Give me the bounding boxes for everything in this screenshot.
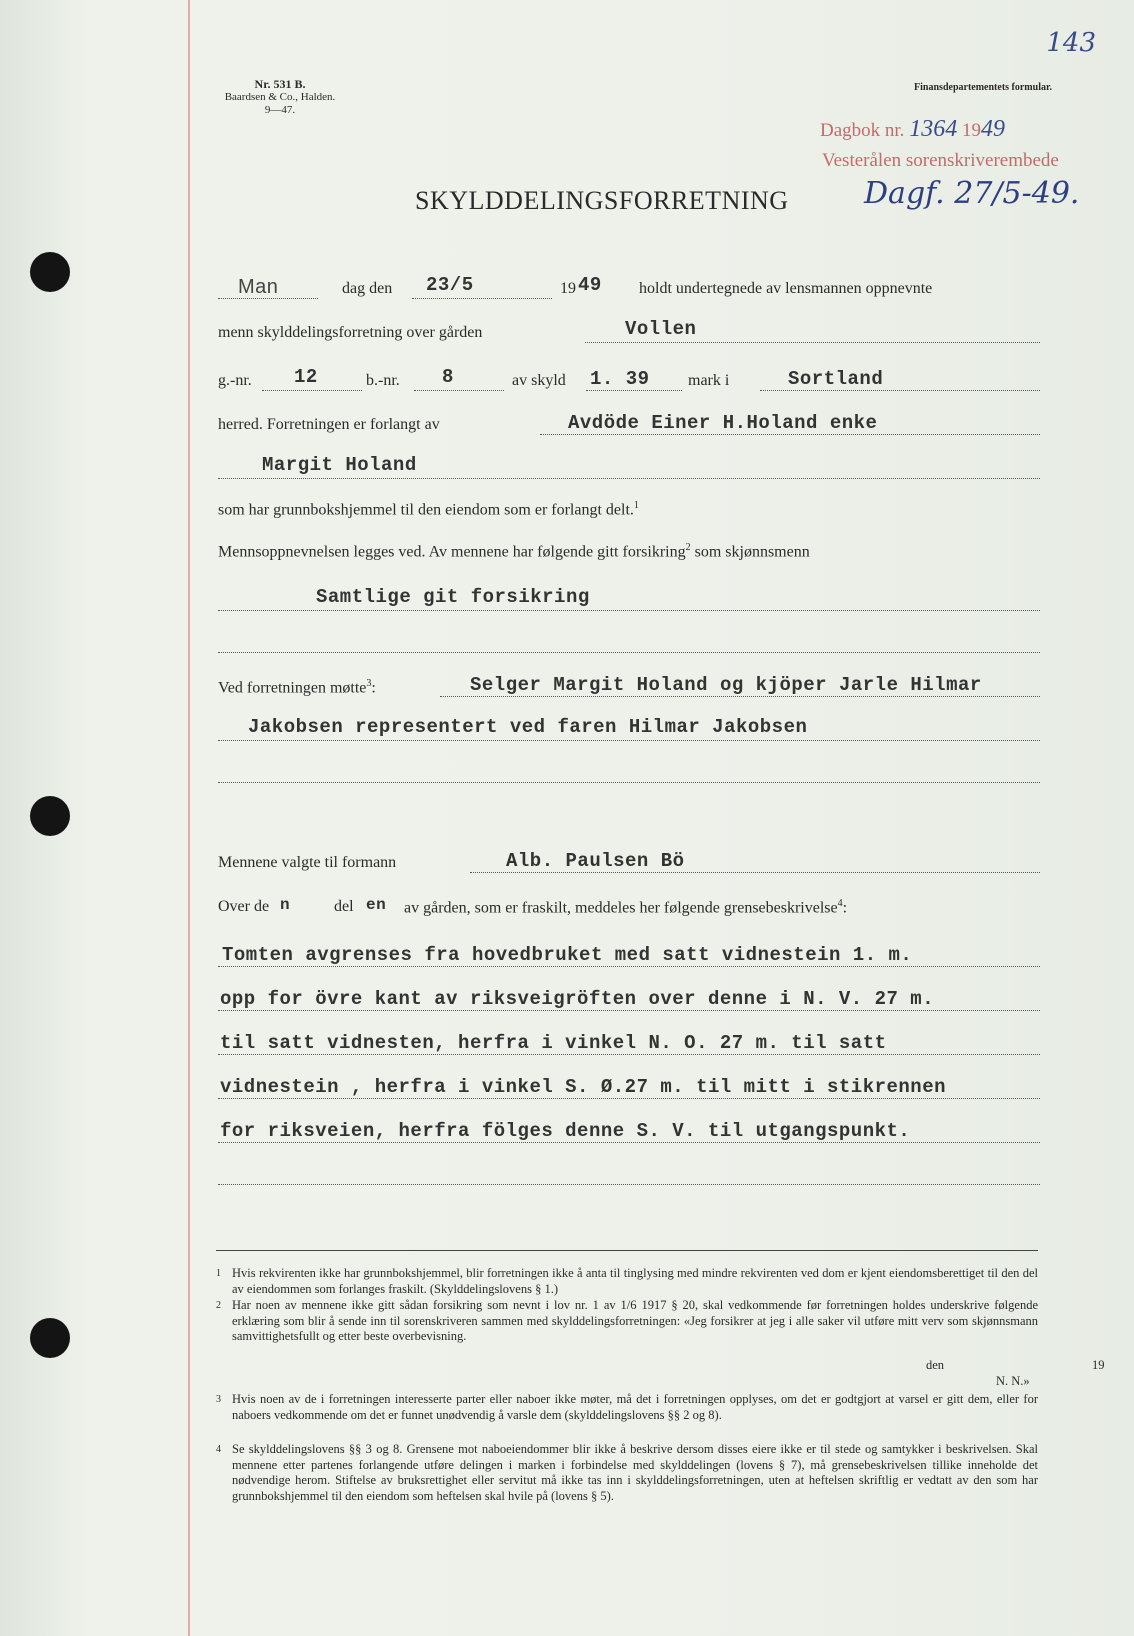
skyld-value: 1. 39	[590, 368, 650, 390]
men-text: menn skylddelingsforretning over gården	[218, 324, 483, 341]
punch-hole	[30, 252, 70, 292]
boundary-line-2: opp for övre kant av riksveigröften over denne i N. V. 27 m.	[220, 988, 935, 1010]
footnote-2-signature: den 19	[926, 1358, 1105, 1372]
year-prefix: 19	[560, 280, 576, 297]
over-fill-1: n	[280, 896, 291, 914]
year: 49	[578, 274, 602, 296]
boundary-line-5: for riksveien, herfra fölges denne S. V. til utgangspunkt.	[220, 1120, 911, 1142]
footnote-4: 4 Se skylddelingslovens §§ 3 og 8. Grensene mot naboeiendommer blir ikke å beskrive dersom disses eiere ikke er til stede og samtykker i beskrivelsen. Skal mennene etter partenes forlangende utføre delingen i marken i forbindelse med skylddelingen (lovens § 7), må grensebeskrivelsen tillike inneholde det nødvendige herom. Stiftelse av bruksrettighet eller servitut må ikke tas inn i skylddelingsforretningen, uten at heftelsen skriftlig er vedtatt av den som har grunnbokshjemmel til den eiendom som heftelsen skal hvile på (lovens § 5).	[216, 1442, 1038, 1503]
appointment-text: Mennsoppnevnelsen legges ved. Av mennene har følgende gitt forsikring$^2$ som skjønnsmenn	[218, 542, 810, 561]
footnote-1: 1 Hvis rekvirenten ikke har grunnbokshjemmel, blir forretningen ikke å anta til tinglysing med mindre rekvirenten ved dom er kjent eiendomsberettiget til den del av eiendommen som forlanges fraskilt. (Skylddelingslovens § 1.)	[216, 1266, 1038, 1296]
del-label: del	[334, 898, 354, 915]
form-source: Finansdepartementets formular.	[914, 82, 1052, 93]
attended-line-2: Jakobsen representert ved faren Hilmar Jakobsen	[248, 716, 808, 738]
chairman-name: Alb. Paulsen Bö	[506, 850, 685, 872]
form-number: Nr. 531 B.	[254, 77, 306, 91]
boundary-line-1: Tomten avgrenses fra hovedbruket med satt vidnestein 1. m.	[222, 944, 913, 966]
punch-hole	[30, 1318, 70, 1358]
office-stamp: Vesterålen sorenskriverembede	[822, 150, 1059, 171]
weekday: Man	[238, 276, 279, 298]
footnote-rule	[216, 1250, 1038, 1251]
boundary-intro: av gården, som er fraskilt, meddeles her følgende grensebeskrivelse$^4$:	[404, 898, 848, 917]
dag-den-label: dag den	[342, 280, 393, 297]
handwritten-note: Dagf. 27/5-49.	[864, 176, 1080, 211]
requested-label: herred. Forretningen er forlangt av	[218, 416, 440, 433]
punch-hole	[30, 796, 70, 836]
footnote-2: 2 Har noen av mennene ikke gitt sådan forsikring som nevnt i lov nr. 1 av 1/6 1917 § 20, skal vedkommende før forretningen holdes underskrive følgende erklæring som blir å sende inn til sorenskriveren sammen med skylddelingsforretningen: «Jeg forsikrer at jeg i alle saker vil utføre mitt verv som skjønnsmann samvittighetsfullt og etter beste overbevisning.	[216, 1298, 1038, 1343]
margin-line	[188, 0, 190, 1636]
held-text: holdt undertegnede av lensmannen oppnevnte	[639, 280, 933, 297]
dagbok-year: 49	[980, 116, 1005, 142]
printer: Baardsen & Co., Halden.	[224, 91, 336, 103]
over-fill-2: en	[366, 896, 387, 914]
date: 23/5	[426, 274, 474, 296]
footnote-3: 3 Hvis noen av de i forretningen interesserte parter eller naboer ikke møter, må det i forretningen opplyses, om det er godtgjort at varsel er gitt dem, eller for naboers vedkommende om det er funnet unødvendig å varsle dem (skylddelingslovens §§ 2 og 8).	[216, 1392, 1038, 1422]
attended-line-1: Selger Margit Holand og kjöper Jarle Hilmar	[470, 674, 982, 696]
attended-label: Ved forretningen møtte$^3$:	[218, 678, 376, 697]
over-label: Over de	[218, 898, 270, 915]
insurance-text: Samtlige git forsikring	[316, 586, 590, 608]
farm-name: Vollen	[625, 318, 697, 340]
skyld-label: av skyld	[512, 372, 566, 389]
boundary-line-4: vidnestein , herfra i vinkel S. Ø.27 m. til mitt i stikrennen	[220, 1076, 947, 1098]
gnr-value: 12	[294, 366, 318, 388]
date-code: 9—47.	[264, 104, 296, 116]
mark-label: mark i	[688, 372, 730, 389]
municipality: Sortland	[788, 368, 884, 390]
gnr-label: g.-nr.	[218, 372, 252, 389]
footnote-2-nn: N. N.»	[996, 1374, 1030, 1388]
form-header	[200, 78, 360, 117]
page-number: 143	[1046, 28, 1096, 58]
dagbok-stamp	[820, 116, 1005, 143]
requested-by-2: Margit Holand	[262, 454, 417, 476]
boundary-line-3: til satt vidnesten, herfra i vinkel N. O. 27 m. til satt	[220, 1032, 887, 1054]
chairman-label: Mennene valgte til formann	[218, 854, 397, 871]
bnr-label: b.-nr.	[366, 372, 400, 389]
dagbok-number: 1364	[909, 116, 958, 142]
requested-by-1: Avdöde Einer H.Holand enke	[568, 412, 878, 434]
dagbok-year-prefix: 19	[961, 120, 981, 141]
deed-text: som har grunnbokshjemmel til den eiendom som er forlangt delt.$^1$	[218, 500, 639, 519]
bnr-value: 8	[442, 366, 454, 388]
document-title: SKYLDDELINGSFORRETNING	[415, 186, 789, 215]
dagbok-label: Dagbok nr.	[820, 120, 905, 141]
